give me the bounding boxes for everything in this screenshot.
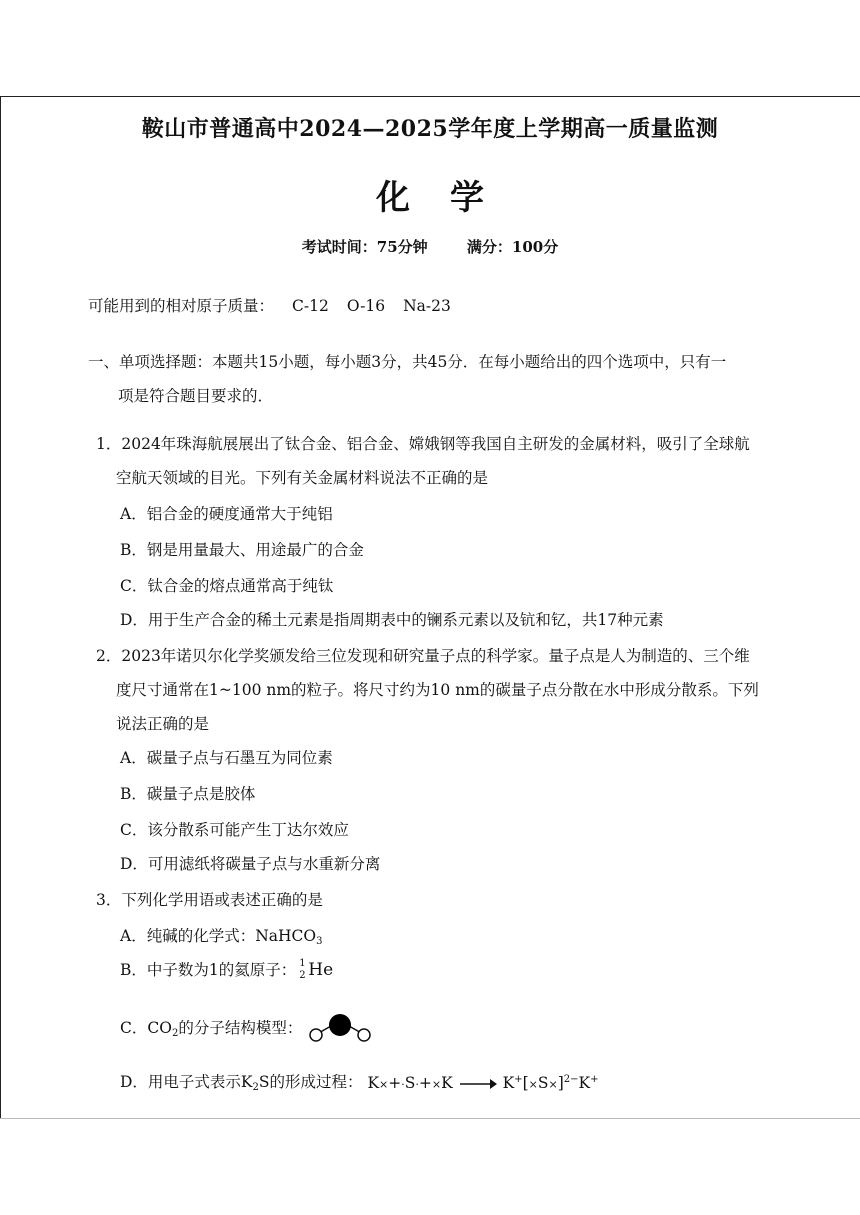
q3-stem: 3．下列化学用语或表述正确的是 <box>96 891 323 909</box>
mass-item-o: O-16 <box>346 297 386 315</box>
process-k-left: K <box>367 1074 380 1093</box>
co2-molecule-model-icon <box>307 1014 373 1044</box>
q3-option-c: C．$CO_2$的分子结构模型： <box>120 1014 373 1044</box>
section-heading-cont: 项是符合题目要求的． <box>118 387 274 405</box>
full-score: 满分：100分 <box>466 238 559 256</box>
process-product-s: S <box>537 1074 549 1093</box>
mass-item-c: C-12 <box>292 297 329 315</box>
q2-option-b: B．碳量子点是胶体 <box>120 785 256 803</box>
mass-item-na: Na-23 <box>403 297 451 315</box>
q1-stem-line2: 空航天领域的目光。下列有关金属材料说法不正确的是 <box>116 469 489 487</box>
q2-option-a: A．碳量子点与石墨互为同位素 <box>120 749 333 767</box>
process-product-k1: K <box>502 1074 515 1093</box>
q3-option-a: A．纯碱的化学式：NaHCO$_3$ <box>120 927 323 947</box>
page-border-bottom <box>0 1118 860 1119</box>
exam-time: 考试时间：75分钟 <box>301 238 428 256</box>
process-product-k2: K <box>578 1074 591 1093</box>
k2s-formation-process: K×+·S·+×K $K^+[\times S\times]^{2-}K^+$ <box>367 1073 599 1093</box>
q2-option-c: C．该分散系可能产生丁达尔效应 <box>120 821 349 839</box>
section-heading: 一、单项选择题：本题共15小题，每小题3分，共45分．在每小题给出的四个选项中，只有一 <box>88 353 727 371</box>
subject-title: 化学 <box>376 178 524 218</box>
q1-stem-line1: 1．2024年珠海航展展出了钛合金、铝合金、嫦娥钢等我国自主研发的金属材料，吸引了全球航 <box>96 435 750 453</box>
process-k-right: K <box>441 1074 453 1093</box>
q1-option-b: B．钢是用量最大、用途最广的合金 <box>120 541 364 559</box>
process-s: S <box>404 1074 416 1093</box>
q2-stem-line3: 说法正确的是 <box>116 715 210 733</box>
q1-option-a: A．铝合金的硬度通常大于纯铝 <box>120 505 333 523</box>
q2-option-d: D．可用滤纸将碳量子点与水重新分离 <box>120 855 381 873</box>
exam-info <box>0 236 860 257</box>
reaction-arrow-icon <box>458 1077 498 1091</box>
relative-atomic-mass-line <box>88 294 451 316</box>
exam-title: 鞍山市普通高中2024—2025学年度上学期高一质量监测 <box>141 116 719 142</box>
q1-option-c: C．钛合金的熔点通常高于纯钛 <box>120 577 334 595</box>
helium-nuclide: 1 2 <box>299 958 306 981</box>
q2-stem-line1: 2．2023年诺贝尔化学奖颁发给三位发现和研究量子点的科学家。量子点是人为制造的、三个维 <box>96 647 750 665</box>
mass-label: 可能用到的相对原子质量： <box>88 297 275 315</box>
q1-option-d: D．用于生产合金的稀土元素是指周期表中的镧系元素以及钪和钇，共17种元素 <box>120 611 664 629</box>
q2-stem-line2: 度尺寸通常在1~100 nm的粒子。将尺寸约为10 nm的碳量子点分散在水中形成分散系。下列 <box>116 681 759 699</box>
page-border-top <box>0 96 860 97</box>
q3-option-b: B．中子数为1的氦原子： 1 2 He <box>120 958 334 981</box>
q3-option-d: D．用电子式表示$K_2S$的形成过程： K×+·S·+×K $K^+[\times S\times]^{2-}K^+$ <box>120 1073 599 1093</box>
